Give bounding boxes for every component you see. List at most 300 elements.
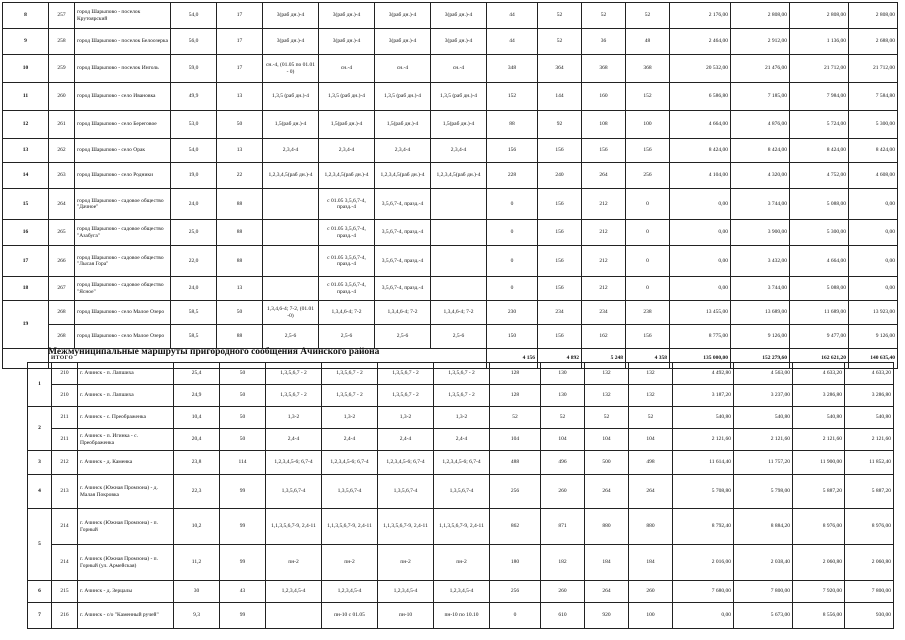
table-row: [28, 407, 894, 429]
route-length: 9,3: [174, 603, 220, 629]
value-period-3: 11 689,00: [790, 301, 849, 325]
value-period-2: 5 798,00: [734, 475, 793, 509]
value-period-4: 3 286,80: [845, 385, 894, 407]
total-t3: 5 248: [582, 349, 626, 369]
schedule-period-2: с 01.05 3,5,6,7-4, празд.-4: [319, 277, 375, 301]
value-period-3: 5 300,00: [790, 220, 849, 246]
trips-period-1: 88: [487, 111, 538, 139]
trips-period-4: 184: [629, 545, 673, 581]
value-period-2: 2 038,40: [734, 545, 793, 581]
schedule-period-1: 1,5(раб дн.)-4: [263, 111, 319, 139]
trips-period-1: 0: [490, 603, 541, 629]
value-period-3: 540,80: [793, 407, 845, 429]
intermunicipal-routes-table: [27, 362, 894, 629]
top-routes-table: [2, 2, 898, 369]
schedule-period-2: с 01.05 3,5,6,7-4, празд.-4: [319, 246, 375, 277]
schedule-period-1: сн.-4, (01.05 по 01.01 - 0): [263, 55, 319, 83]
schedule-period-1: 1,3,5,6,7 - 2: [266, 363, 322, 385]
schedule-period-2: 1,3,5,6,7 - 2: [322, 385, 378, 407]
route-name: город Шарыпово - поселок Крутоярский: [75, 3, 171, 29]
trips-period-2: 52: [538, 29, 582, 55]
schedule-period-4: пн-10 по 10.10: [434, 603, 490, 629]
table-row: [3, 220, 898, 246]
value-period-4: 0,00: [849, 189, 898, 220]
total-v1: 135 000,00: [670, 349, 731, 369]
trips-period-1: 0: [487, 246, 538, 277]
value-period-2: 2 121,60: [734, 429, 793, 451]
route-name: г. Ачинск - п. Лапшиха: [78, 385, 174, 407]
schedule-period-1: 1,3,5 (раб дн.)-4: [263, 83, 319, 111]
value-period-3: 7 984,00: [790, 83, 849, 111]
table-row: [3, 111, 898, 139]
route-code: 214: [52, 509, 78, 545]
route-code: 265: [49, 220, 75, 246]
capacity: 50: [220, 363, 266, 385]
schedule-period-2: 1,2,3,4,5(раб дн.)-4: [319, 163, 375, 189]
value-period-4: 5 300,00: [849, 111, 898, 139]
trips-period-2: 260: [541, 475, 585, 509]
value-period-4: 0,00: [849, 277, 898, 301]
route-code: 268: [49, 301, 75, 325]
trips-period-1: 230: [487, 301, 538, 325]
value-period-3: 5 724,00: [790, 111, 849, 139]
value-period-3: 21 712,00: [790, 55, 849, 83]
route-name: г. Ачинск (Южная Промзона) - п. Горный: [78, 509, 174, 545]
schedule-period-1: 3(раб дн.)-4: [263, 29, 319, 55]
value-period-2: 13 689,00: [731, 301, 790, 325]
schedule-period-2: 2,3,4-4: [319, 139, 375, 163]
capacity: 17: [217, 55, 263, 83]
value-period-1: 0,00: [670, 277, 731, 301]
schedule-period-1: [266, 603, 322, 629]
schedule-period-4: сн.-4: [431, 55, 487, 83]
value-period-2: 5 673,00: [734, 603, 793, 629]
route-length: 20,4: [174, 429, 220, 451]
route-code: 216: [52, 603, 78, 629]
trips-period-1: 44: [487, 29, 538, 55]
value-period-2: 11 757,20: [734, 451, 793, 475]
trips-period-2: 260: [541, 581, 585, 603]
trips-period-2: 234: [538, 301, 582, 325]
route-length: 10,2: [174, 509, 220, 545]
table-row: [3, 325, 898, 349]
table-row: [28, 451, 894, 475]
value-period-1: 5 708,80: [673, 475, 734, 509]
trips-period-4: 264: [629, 475, 673, 509]
value-period-2: 4 320,00: [731, 163, 790, 189]
route-length: 49,9: [171, 83, 217, 111]
value-period-4: 2 121,60: [845, 429, 894, 451]
table-row: [28, 545, 894, 581]
value-period-1: 6 586,80: [670, 83, 731, 111]
schedule-period-1: 1,2,3,4,5(раб дн.)-4: [263, 163, 319, 189]
route-length: 58,5: [171, 325, 217, 349]
route-name: город Шарыпово - село Ивановка: [75, 83, 171, 111]
trips-period-3: 264: [585, 475, 629, 509]
value-period-1: 8 775,00: [670, 325, 731, 349]
row-number: 1: [28, 363, 52, 407]
trips-period-1: 256: [490, 581, 541, 603]
schedule-period-2: 1,3-2: [322, 407, 378, 429]
value-period-4: 0,00: [849, 246, 898, 277]
trips-period-2: 156: [538, 325, 582, 349]
value-period-1: 8 424,00: [670, 139, 731, 163]
schedule-period-1: [263, 220, 319, 246]
value-period-3: 8 424,00: [790, 139, 849, 163]
route-length: 54,0: [171, 3, 217, 29]
schedule-period-2: пн-2: [322, 545, 378, 581]
row-number: 13: [3, 139, 49, 163]
route-code: 264: [49, 189, 75, 220]
table-row: [3, 163, 898, 189]
trips-period-2: 92: [538, 111, 582, 139]
trips-period-2: 182: [541, 545, 585, 581]
value-period-4: 13 923,00: [849, 301, 898, 325]
capacity: 99: [220, 509, 266, 545]
trips-period-3: 184: [585, 545, 629, 581]
route-length: 30: [174, 581, 220, 603]
schedule-period-3: 3(раб дн.)-4: [375, 3, 431, 29]
schedule-period-4: 1,3,4,6-4; 7-2: [431, 301, 487, 325]
table-row: [3, 83, 898, 111]
trips-period-3: 156: [582, 139, 626, 163]
value-period-4: 11 852,40: [845, 451, 894, 475]
value-period-4: 8 424,00: [849, 139, 898, 163]
schedule-period-4: пн-2: [434, 545, 490, 581]
trips-period-2: 871: [541, 509, 585, 545]
route-name: город Шарыпово - поселок Белоозерка: [75, 29, 171, 55]
schedule-period-4: [431, 277, 487, 301]
trips-period-2: 130: [541, 363, 585, 385]
table-row: [28, 429, 894, 451]
trips-period-4: 0: [626, 277, 670, 301]
table-row: [28, 581, 894, 603]
total-v2: 152 279,60: [731, 349, 790, 369]
trips-period-4: 0: [626, 189, 670, 220]
value-period-4: 2 808,00: [849, 3, 898, 29]
trips-period-4: 368: [626, 55, 670, 83]
route-code: 268: [49, 325, 75, 349]
row-number: 8: [3, 3, 49, 29]
route-code: 267: [49, 277, 75, 301]
route-code: 211: [52, 407, 78, 429]
value-period-2: 8 424,00: [731, 139, 790, 163]
trips-period-4: 256: [626, 163, 670, 189]
schedule-period-3: 2,5-6: [375, 325, 431, 349]
trips-period-1: 0: [487, 189, 538, 220]
trips-period-2: 144: [538, 83, 582, 111]
trips-period-4: 0: [626, 220, 670, 246]
trips-period-3: 264: [582, 163, 626, 189]
schedule-period-3: пн-10: [378, 603, 434, 629]
value-period-4: 930,00: [845, 603, 894, 629]
schedule-period-4: 2,5-6: [431, 325, 487, 349]
value-period-4: 5 887,20: [845, 475, 894, 509]
schedule-period-3: 1,2,3,4,5(раб дн.)-4: [375, 163, 431, 189]
trips-period-1: 256: [490, 475, 541, 509]
schedule-period-2: 1,1,3,5,6,7-9, 2,4-11: [322, 509, 378, 545]
row-number: 5: [28, 509, 52, 581]
schedule-period-4: 1,1,3,5,6,7-9, 2,4-11: [434, 509, 490, 545]
route-name: город Шарыпово - село Родники: [75, 163, 171, 189]
route-code: 259: [49, 55, 75, 83]
value-period-1: 20 532,00: [670, 55, 731, 83]
trips-period-4: 880: [629, 509, 673, 545]
trips-period-2: 52: [538, 3, 582, 29]
value-period-1: 0,00: [673, 603, 734, 629]
trips-period-2: 130: [541, 385, 585, 407]
table-row: [28, 603, 894, 629]
route-name: г. Ачинск - с/о "Каменный ручей": [78, 603, 174, 629]
schedule-period-3: 1,3,5,6,7-4: [378, 475, 434, 509]
trips-period-1: 156: [487, 139, 538, 163]
schedule-period-1: [263, 189, 319, 220]
value-period-4: 4 608,00: [849, 163, 898, 189]
schedule-period-1: 2,5-6: [263, 325, 319, 349]
trips-period-4: 156: [626, 325, 670, 349]
route-code: 210: [52, 385, 78, 407]
trips-period-1: 0: [487, 277, 538, 301]
row-number: 6: [28, 581, 52, 603]
schedule-period-1: 1,3,5,6,7 - 2: [266, 385, 322, 407]
trips-period-3: 500: [585, 451, 629, 475]
table-row: [3, 277, 898, 301]
schedule-period-3: 3,5,6,7-4, празд.-4: [375, 189, 431, 220]
value-period-3: 9 477,00: [790, 325, 849, 349]
schedule-period-1: [263, 246, 319, 277]
schedule-period-3: 3,5,6,7-4, празд.-4: [375, 277, 431, 301]
capacity: 50: [217, 301, 263, 325]
capacity: 43: [220, 581, 266, 603]
value-period-1: 8 792,40: [673, 509, 734, 545]
value-period-3: 3 286,80: [793, 385, 845, 407]
section-title: Межмуниципальные маршруты пригородного сообщения Ачинского района: [48, 347, 380, 357]
value-period-2: 4 876,00: [731, 111, 790, 139]
route-code: 262: [49, 139, 75, 163]
row-number: 15: [3, 189, 49, 220]
value-period-1: 7 680,00: [673, 581, 734, 603]
trips-period-3: 920: [585, 603, 629, 629]
route-name: город Шарыпово - село Малое Озеро: [75, 325, 171, 349]
value-period-1: 11 614,40: [673, 451, 734, 475]
value-period-3: 5 088,00: [790, 189, 849, 220]
route-length: 25,0: [171, 220, 217, 246]
route-length: 22,0: [171, 246, 217, 277]
value-period-1: 4 492,80: [673, 363, 734, 385]
schedule-period-2: 3(раб дн.)-4: [319, 29, 375, 55]
schedule-period-2: 2,5-6: [319, 325, 375, 349]
row-number: 2: [28, 407, 52, 451]
value-period-4: 7 800,00: [845, 581, 894, 603]
table-row: [28, 363, 894, 385]
route-length: 58,5: [171, 301, 217, 325]
schedule-period-3: 1,2,3,4,5-6; 6,7-4: [378, 451, 434, 475]
trips-period-2: 156: [538, 189, 582, 220]
trips-period-4: 48: [626, 29, 670, 55]
total-t1: 4 156: [487, 349, 538, 369]
trips-period-2: 104: [541, 429, 585, 451]
value-period-2: 2 808,00: [731, 3, 790, 29]
schedule-period-4: 1,5(раб дн.)-4: [431, 111, 487, 139]
value-period-4: 8 976,00: [845, 509, 894, 545]
schedule-period-1: 2,4-4: [266, 429, 322, 451]
trips-period-4: 238: [626, 301, 670, 325]
capacity: 88: [217, 220, 263, 246]
trips-period-3: 52: [585, 407, 629, 429]
schedule-period-4: 2,4-4: [434, 429, 490, 451]
schedule-period-1: 3(раб дн.)-4: [263, 3, 319, 29]
trips-period-3: 104: [585, 429, 629, 451]
trips-period-3: 132: [585, 385, 629, 407]
value-period-4: 9 126,00: [849, 325, 898, 349]
row-number: 11: [3, 83, 49, 111]
schedule-period-3: 3(раб дн.)-4: [375, 29, 431, 55]
row-number: 9: [3, 29, 49, 55]
schedule-period-4: 2,3,4-4: [431, 139, 487, 163]
route-name: город Шарыпово - поселок Инголь: [75, 55, 171, 83]
schedule-period-2: 2,4-4: [322, 429, 378, 451]
route-name: г. Ачинск - д. Зерцалы: [78, 581, 174, 603]
trips-period-3: 160: [582, 83, 626, 111]
capacity: 13: [217, 139, 263, 163]
trips-period-1: 44: [487, 3, 538, 29]
table-row: [3, 29, 898, 55]
trips-period-1: 52: [490, 407, 541, 429]
trips-period-4: 152: [626, 83, 670, 111]
value-period-4: 2 688,00: [849, 29, 898, 55]
route-code: 266: [49, 246, 75, 277]
schedule-period-2: с 01.05 3,5,6,7-4, празд.-4: [319, 189, 375, 220]
trips-period-1: 228: [487, 163, 538, 189]
value-period-1: 0,00: [670, 220, 731, 246]
schedule-period-1: 2,3,4-4: [263, 139, 319, 163]
schedule-period-2: 1,2,3,4,5-6; 6,7-4: [322, 451, 378, 475]
table-row: [28, 475, 894, 509]
capacity: 99: [220, 475, 266, 509]
value-period-2: 3 432,00: [731, 246, 790, 277]
trips-period-4: 100: [626, 111, 670, 139]
schedule-period-1: 1,3,4,6-4; 7-2, (01.01 -0): [263, 301, 319, 325]
trips-period-2: 156: [538, 139, 582, 163]
schedule-period-1: [263, 277, 319, 301]
trips-period-1: 128: [490, 385, 541, 407]
route-length: 25,4: [174, 363, 220, 385]
table-row: [3, 189, 898, 220]
value-period-3: 4 752,00: [790, 163, 849, 189]
value-period-2: 3 744,00: [731, 277, 790, 301]
route-name: г. Ачинск (Южная Промзона) - д. Малая Покровка: [78, 475, 174, 509]
value-period-2: 7 185,00: [731, 83, 790, 111]
schedule-period-4: 1,3,5,6,7-4: [434, 475, 490, 509]
trips-period-1: 128: [490, 363, 541, 385]
value-period-2: 2 912,00: [731, 29, 790, 55]
route-name: город Шарыпово - садовое общество "Дачное": [75, 189, 171, 220]
value-period-2: 9 126,00: [731, 325, 790, 349]
schedule-period-4: [431, 220, 487, 246]
schedule-period-3: 1,3,5 (раб дн.)-4: [375, 83, 431, 111]
capacity: 13: [217, 277, 263, 301]
route-length: 23,8: [174, 451, 220, 475]
row-number: 14: [3, 163, 49, 189]
value-period-3: 2 121,60: [793, 429, 845, 451]
route-name: город Шарыпово - село Береговое: [75, 111, 171, 139]
route-name: г. Ачинск - п. Игинка - с. Преображенка: [78, 429, 174, 451]
value-period-2: 3 237,00: [734, 385, 793, 407]
value-period-3: 5 088,00: [790, 277, 849, 301]
table-row: [3, 55, 898, 83]
value-period-1: 540,80: [673, 407, 734, 429]
schedule-period-3: 2,3,4-4: [375, 139, 431, 163]
schedule-period-3: 1,5(раб дн.)-4: [375, 111, 431, 139]
route-length: 54,0: [171, 139, 217, 163]
capacity: 99: [220, 603, 266, 629]
schedule-period-2: 1,3,4,6-4; 7-2: [319, 301, 375, 325]
route-name: город Шарыпово - садовое общество "Лысая Гора": [75, 246, 171, 277]
capacity: 17: [217, 29, 263, 55]
route-code: 211: [52, 429, 78, 451]
schedule-period-4: 1,3-2: [434, 407, 490, 429]
row-number: 7: [28, 603, 52, 629]
trips-period-4: 100: [629, 603, 673, 629]
trips-period-1: 488: [490, 451, 541, 475]
value-period-3: 11 900,00: [793, 451, 845, 475]
table-row: [3, 3, 898, 29]
row-number: 4: [28, 475, 52, 509]
trips-period-4: 156: [626, 139, 670, 163]
capacity: 22: [217, 163, 263, 189]
value-period-1: 2 176,00: [670, 3, 731, 29]
trips-period-4: 260: [629, 581, 673, 603]
trips-period-4: 52: [626, 3, 670, 29]
capacity: 13: [217, 83, 263, 111]
total-t4: 4 358: [626, 349, 670, 369]
table-row: [3, 246, 898, 277]
value-period-4: 2 060,80: [845, 545, 894, 581]
route-length: 11,2: [174, 545, 220, 581]
route-length: 10,4: [174, 407, 220, 429]
route-length: 19,0: [171, 163, 217, 189]
value-period-4: 4 633,20: [845, 363, 894, 385]
trips-period-1: 180: [490, 545, 541, 581]
value-period-3: 1 136,00: [790, 29, 849, 55]
value-period-1: 13 455,00: [670, 301, 731, 325]
route-length: 22,3: [174, 475, 220, 509]
trips-period-1: 0: [487, 220, 538, 246]
trips-period-2: 610: [541, 603, 585, 629]
route-length: 24,0: [171, 189, 217, 220]
value-period-1: 4 664,00: [670, 111, 731, 139]
value-period-2: 3 744,00: [731, 189, 790, 220]
capacity: 50: [220, 385, 266, 407]
schedule-period-3: 1,2,3,4,5-4: [378, 581, 434, 603]
schedule-period-1: 1,3-2: [266, 407, 322, 429]
schedule-period-3: 1,3-2: [378, 407, 434, 429]
schedule-period-2: 1,5(раб дн.)-4: [319, 111, 375, 139]
capacity: 50: [220, 429, 266, 451]
route-name: город Шарыпово - село Орак: [75, 139, 171, 163]
schedule-period-2: с 01.05 3,5,6,7-4, празд.-4: [319, 220, 375, 246]
capacity: 17: [217, 3, 263, 29]
route-code: 258: [49, 29, 75, 55]
total-t2: 4 892: [538, 349, 582, 369]
trips-period-1: 150: [487, 325, 538, 349]
trips-period-1: 104: [490, 429, 541, 451]
trips-period-4: 104: [629, 429, 673, 451]
schedule-period-1: 1,2,3,4,5-4: [266, 581, 322, 603]
value-period-2: 3 900,00: [731, 220, 790, 246]
value-period-3: 8 556,00: [793, 603, 845, 629]
schedule-period-3: 1,1,3,5,6,7-9, 2,4-11: [378, 509, 434, 545]
